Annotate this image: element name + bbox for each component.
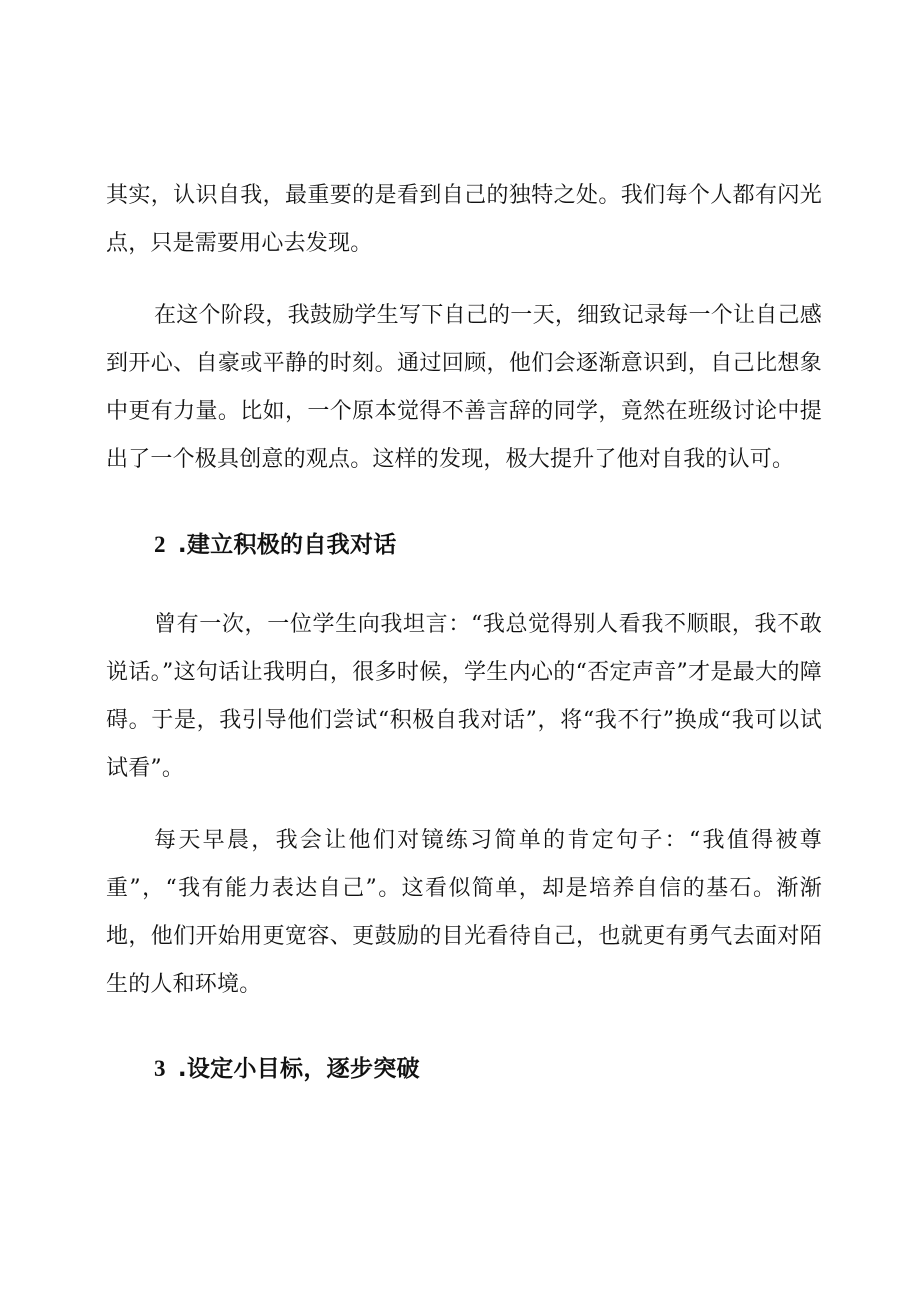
section-heading-3 xyxy=(154,1049,420,1089)
paragraph-morning-practice: 每天早晨，我会让他们对镜练习简单的肯定句子：“我值得被尊重”，“我有能力表达自己”。这看似简单，却是培养自信的基石。渐渐地，他们开始用更宽容、更鼓励的目光看待自己，也就更有勇气去面对陌生的人和环境。 xyxy=(106,828,822,997)
section-heading-number: 2 xyxy=(154,532,166,557)
section-heading-number: 3 xyxy=(154,1056,166,1081)
section-heading-title: .建立积极的自我对话 xyxy=(177,532,397,558)
section-heading-2 xyxy=(154,525,397,565)
paragraph-self-talk: 曾有一次，一位学生向我坦言：“我总觉得别人看我不顺眼，我不敢说话。”这句话让我明白，很多时候，学生内心的“否定声音”才是最大的障碍。于是，我引导他们尝试“积极自我对话”，将“我不行”换成“我可以试试看”。 xyxy=(106,612,822,781)
paragraph-daily-record: 在这个阶段，我鼓励学生写下自己的一天，细致记录每一个让自己感到开心、自豪或平静的时刻。通过回顾，他们会逐渐意识到，自己比想象中更有力量。比如，一个原本觉得不善言辞的同学，竟然在班级讨论中提出了一个极具创意的观点。这样的发现，极大提升了他对自我的认可。 xyxy=(106,303,822,472)
paragraph-intro: 其实，认识自我，最重要的是看到自己的独特之处。我们每个人都有闪光点，只是需要用心去发现。 xyxy=(106,183,822,256)
section-heading-title: .设定小目标，逐步突破 xyxy=(177,1056,420,1082)
